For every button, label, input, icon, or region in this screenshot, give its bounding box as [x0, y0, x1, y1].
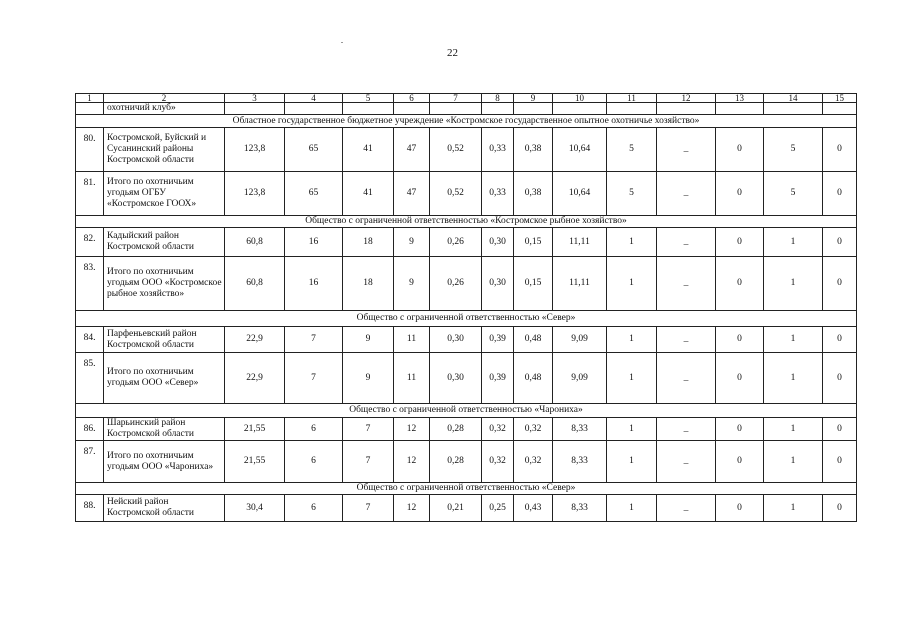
value-cell-c10: 11,11 [553, 257, 607, 311]
table-cell [225, 103, 285, 115]
value-cell-c6: 9 [394, 257, 430, 311]
value-cell-c12: _ [657, 353, 716, 404]
value-cell-c4: 6 [285, 441, 343, 483]
value-cell-c13: 0 [716, 228, 764, 257]
value-cell-c7: 0,28 [430, 418, 482, 441]
value-cell-c13: 0 [716, 257, 764, 311]
data-table [75, 93, 857, 522]
value-cell-c4: 65 [285, 128, 343, 172]
value-cell-c15: 0 [823, 172, 857, 216]
value-cell-c7: 0,30 [430, 353, 482, 404]
value-cell-c7: 0,52 [430, 128, 482, 172]
section-row [76, 404, 857, 418]
value-cell-c7: 0,21 [430, 495, 482, 522]
value-cell-c12: _ [657, 495, 716, 522]
section-row [76, 115, 857, 128]
value-cell-c15: 0 [823, 418, 857, 441]
column-number-row [76, 94, 857, 103]
value-cell-c10: 8,33 [553, 441, 607, 483]
value-cell-c12: _ [657, 441, 716, 483]
value-cell-c14: 1 [764, 228, 823, 257]
value-cell-c9: 0,15 [514, 228, 553, 257]
table-cell [657, 103, 716, 115]
table-body [76, 94, 857, 522]
value-cell-c4: 6 [285, 495, 343, 522]
territory-name: Кадыйский район Костромской области [104, 228, 225, 257]
value-cell-c13: 0 [716, 495, 764, 522]
value-cell-c3: 22,9 [225, 327, 285, 353]
value-cell-c14: 1 [764, 257, 823, 311]
section-title: Общество с ограниченной ответственностью «Чарониха» [76, 404, 857, 418]
value-cell-c14: 1 [764, 495, 823, 522]
value-cell-c8: 0,32 [482, 441, 514, 483]
carry-over-text: охотничий клуб» [104, 103, 225, 115]
value-cell-c8: 0,33 [482, 172, 514, 216]
value-cell-c4: 65 [285, 172, 343, 216]
value-cell-c15: 0 [823, 228, 857, 257]
value-cell-c15: 0 [823, 128, 857, 172]
table-cell [764, 103, 823, 115]
value-cell-c3: 60,8 [225, 228, 285, 257]
row-number: 83. [76, 257, 104, 311]
value-cell-c10: 9,09 [553, 353, 607, 404]
value-cell-c15: 0 [823, 495, 857, 522]
value-cell-c11: 1 [607, 257, 657, 311]
value-cell-c10: 10,64 [553, 172, 607, 216]
value-cell-c15: 0 [823, 327, 857, 353]
value-cell-c5: 7 [343, 441, 394, 483]
value-cell-c14: 1 [764, 327, 823, 353]
column-number: 12 [657, 94, 716, 103]
table-row [76, 257, 857, 311]
column-number: 13 [716, 94, 764, 103]
row-number: 84. [76, 327, 104, 353]
value-cell-c6: 12 [394, 495, 430, 522]
territory-name: Итого по охотничьим угодьям ОГБУ «Костромское ГООХ» [104, 172, 225, 216]
table-row [76, 495, 857, 522]
value-cell-c9: 0,32 [514, 441, 553, 483]
column-number: 10 [553, 94, 607, 103]
table-row [76, 172, 857, 216]
table-cell [343, 103, 394, 115]
column-number: 11 [607, 94, 657, 103]
table-cell [482, 103, 514, 115]
territory-name: Парфеньевский район Костромской области [104, 327, 225, 353]
value-cell-c5: 7 [343, 495, 394, 522]
table-row [76, 418, 857, 441]
value-cell-c3: 21,55 [225, 418, 285, 441]
value-cell-c14: 5 [764, 128, 823, 172]
value-cell-c9: 0,48 [514, 327, 553, 353]
value-cell-c15: 0 [823, 353, 857, 404]
value-cell-c7: 0,30 [430, 327, 482, 353]
column-number: 2 [104, 94, 225, 103]
carry-over-row [76, 103, 857, 115]
column-number: 3 [225, 94, 285, 103]
value-cell-c11: 1 [607, 495, 657, 522]
page-number: 22 [447, 47, 458, 59]
row-number: 86. [76, 418, 104, 441]
value-cell-c10: 8,33 [553, 495, 607, 522]
row-number: 87. [76, 441, 104, 483]
section-row [76, 311, 857, 327]
section-title: Общество с ограниченной ответственностью «Костромское рыбное хозяйство» [76, 216, 857, 228]
value-cell-c8: 0,39 [482, 353, 514, 404]
row-number: 88. [76, 495, 104, 522]
value-cell-c15: 0 [823, 441, 857, 483]
row-number: 85. [76, 353, 104, 404]
value-cell-c5: 41 [343, 172, 394, 216]
territory-name: Нейский район Костромской области [104, 495, 225, 522]
territory-name: Итого по охотничьим угодьям ООО «Чарониха» [104, 441, 225, 483]
value-cell-c13: 0 [716, 418, 764, 441]
row-number: 82. [76, 228, 104, 257]
table-row [76, 353, 857, 404]
column-number: 9 [514, 94, 553, 103]
row-number: 80. [76, 128, 104, 172]
table-cell [76, 103, 104, 115]
row-number: 81. [76, 172, 104, 216]
value-cell-c5: 9 [343, 327, 394, 353]
column-number: 1 [76, 94, 104, 103]
value-cell-c8: 0,39 [482, 327, 514, 353]
column-number: 5 [343, 94, 394, 103]
value-cell-c9: 0,38 [514, 172, 553, 216]
value-cell-c6: 47 [394, 128, 430, 172]
section-title: Общество с ограниченной ответственностью «Север» [76, 483, 857, 495]
column-number: 6 [394, 94, 430, 103]
value-cell-c13: 0 [716, 128, 764, 172]
table-cell [823, 103, 857, 115]
value-cell-c6: 12 [394, 418, 430, 441]
table-row [76, 327, 857, 353]
value-cell-c5: 7 [343, 418, 394, 441]
column-number: 7 [430, 94, 482, 103]
value-cell-c7: 0,28 [430, 441, 482, 483]
table-cell [285, 103, 343, 115]
value-cell-c3: 60,8 [225, 257, 285, 311]
value-cell-c10: 9,09 [553, 327, 607, 353]
value-cell-c13: 0 [716, 327, 764, 353]
value-cell-c6: 9 [394, 228, 430, 257]
value-cell-c6: 47 [394, 172, 430, 216]
value-cell-c4: 7 [285, 327, 343, 353]
territory-name: Итого по охотничьим угодьям ООО «Костромское рыбное хозяйство» [104, 257, 225, 311]
value-cell-c4: 16 [285, 228, 343, 257]
value-cell-c7: 0,52 [430, 172, 482, 216]
value-cell-c4: 16 [285, 257, 343, 311]
value-cell-c9: 0,48 [514, 353, 553, 404]
value-cell-c10: 11,11 [553, 228, 607, 257]
value-cell-c9: 0,38 [514, 128, 553, 172]
value-cell-c11: 5 [607, 128, 657, 172]
value-cell-c8: 0,25 [482, 495, 514, 522]
value-cell-c5: 9 [343, 353, 394, 404]
value-cell-c5: 41 [343, 128, 394, 172]
value-cell-c8: 0,30 [482, 228, 514, 257]
value-cell-c13: 0 [716, 441, 764, 483]
value-cell-c4: 6 [285, 418, 343, 441]
value-cell-c14: 5 [764, 172, 823, 216]
section-row [76, 216, 857, 228]
value-cell-c6: 11 [394, 353, 430, 404]
value-cell-c7: 0,26 [430, 228, 482, 257]
section-title: Областное государственное бюджетное учреждение «Костромское государственное опытное охотничье хозяйство» [76, 115, 857, 128]
value-cell-c13: 0 [716, 172, 764, 216]
value-cell-c6: 12 [394, 441, 430, 483]
value-cell-c14: 1 [764, 441, 823, 483]
table-row [76, 228, 857, 257]
value-cell-c12: _ [657, 128, 716, 172]
section-row [76, 483, 857, 495]
territory-name: Костромской, Буйский и Сусанинский районы Костромской области [104, 128, 225, 172]
value-cell-c14: 1 [764, 353, 823, 404]
value-cell-c9: 0,43 [514, 495, 553, 522]
value-cell-c6: 11 [394, 327, 430, 353]
value-cell-c13: 0 [716, 353, 764, 404]
table-cell [430, 103, 482, 115]
table-cell [716, 103, 764, 115]
table-cell [394, 103, 430, 115]
table-row [76, 128, 857, 172]
value-cell-c5: 18 [343, 228, 394, 257]
section-title: Общество с ограниченной ответственностью «Север» [76, 311, 857, 327]
value-cell-c3: 123,8 [225, 128, 285, 172]
value-cell-c8: 0,32 [482, 418, 514, 441]
value-cell-c12: _ [657, 418, 716, 441]
value-cell-c11: 1 [607, 228, 657, 257]
value-cell-c10: 8,33 [553, 418, 607, 441]
column-number: 4 [285, 94, 343, 103]
territory-name: Шарьинский район Костромской области [104, 418, 225, 441]
value-cell-c11: 1 [607, 327, 657, 353]
value-cell-c9: 0,15 [514, 257, 553, 311]
table-cell [514, 103, 553, 115]
value-cell-c3: 22,9 [225, 353, 285, 404]
value-cell-c14: 1 [764, 418, 823, 441]
value-cell-c8: 0,30 [482, 257, 514, 311]
value-cell-c12: _ [657, 228, 716, 257]
value-cell-c7: 0,26 [430, 257, 482, 311]
value-cell-c3: 30,4 [225, 495, 285, 522]
table-row [76, 441, 857, 483]
value-cell-c4: 7 [285, 353, 343, 404]
value-cell-c12: _ [657, 327, 716, 353]
value-cell-c10: 10,64 [553, 128, 607, 172]
value-cell-c8: 0,33 [482, 128, 514, 172]
value-cell-c11: 5 [607, 172, 657, 216]
value-cell-c5: 18 [343, 257, 394, 311]
value-cell-c12: _ [657, 257, 716, 311]
value-cell-c11: 1 [607, 418, 657, 441]
value-cell-c12: _ [657, 172, 716, 216]
value-cell-c15: 0 [823, 257, 857, 311]
table-cell [553, 103, 607, 115]
column-number: 8 [482, 94, 514, 103]
territory-name: Итого по охотничьим угодьям ООО «Север» [104, 353, 225, 404]
value-cell-c9: 0,32 [514, 418, 553, 441]
value-cell-c11: 1 [607, 441, 657, 483]
value-cell-c3: 21,55 [225, 441, 285, 483]
scan-speck [341, 42, 343, 43]
column-number: 14 [764, 94, 823, 103]
value-cell-c3: 123,8 [225, 172, 285, 216]
column-number: 15 [823, 94, 857, 103]
value-cell-c11: 1 [607, 353, 657, 404]
table-cell [607, 103, 657, 115]
